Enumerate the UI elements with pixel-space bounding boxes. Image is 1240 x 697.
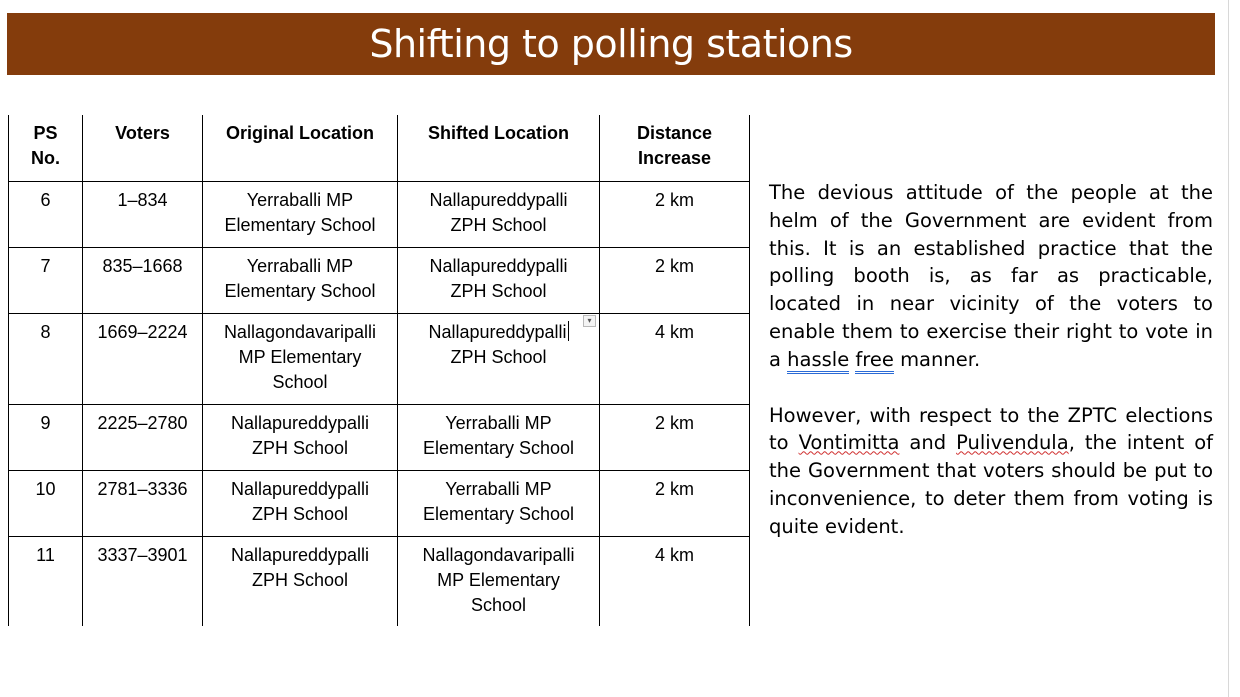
cell-original-location: Nallagondavaripalli MP Elementary School: [203, 313, 398, 404]
cell-original-location: Nallapureddypalli ZPH School: [203, 404, 398, 470]
table-row: [9, 404, 750, 470]
cell-distance: 4 km: [600, 313, 750, 404]
cell-voters: 1–834: [83, 181, 203, 247]
chevron-down-icon[interactable]: ▾: [583, 315, 596, 327]
cell-original-location: Yerraballi MP Elementary School: [203, 247, 398, 313]
header-distance-increase: Distance Increase: [600, 115, 750, 181]
cell-shifted-location: Nallapureddypalli ZPH School: [398, 247, 600, 313]
table-row: [9, 181, 750, 247]
cell-distance: 4 km: [600, 536, 750, 626]
spelling-flag-word[interactable]: Vontimitta: [798, 431, 900, 455]
cell-shifted-location: Yerraballi MP Elementary School: [398, 470, 600, 536]
cell-shifted-location: Yerraballi MP Elementary School: [398, 404, 600, 470]
table-row: [9, 247, 750, 313]
slide-title: Shifting to polling stations: [369, 22, 853, 66]
cell-distance: 2 km: [600, 470, 750, 536]
table-row: [9, 536, 750, 626]
table-row: [9, 313, 750, 404]
cell-ps-no: 8: [9, 313, 83, 404]
grammar-flag-word[interactable]: free: [855, 348, 893, 374]
cell-distance: 2 km: [600, 247, 750, 313]
spelling-flag-word[interactable]: Pulivendula: [956, 431, 1069, 455]
cell-original-location: Nallapureddypalli ZPH School: [203, 536, 398, 626]
cell-original-location: Nallapureddypalli ZPH School: [203, 470, 398, 536]
slide-edge: [1228, 0, 1229, 697]
cell-distance: 2 km: [600, 181, 750, 247]
paragraph-zptc: However, with respect to the ZPTC elections to Vontimitta and Pulivendula, the intent of the Government that voters should be put to inconvenience, to deter them from voting is quite evident.: [769, 403, 1214, 538]
cell-voters: 2225–2780: [83, 404, 203, 470]
header-ps-no: PS No.: [9, 115, 83, 181]
table-row: [9, 470, 750, 536]
header-shifted-location: Shifted Location: [398, 115, 600, 181]
grammar-flag-word[interactable]: hassle: [787, 348, 849, 374]
header-original-location: Original Location: [203, 115, 398, 181]
text-cursor: [568, 321, 569, 341]
cell-voters: 835–1668: [83, 247, 203, 313]
cell-ps-no: 7: [9, 247, 83, 313]
cell-ps-no: 11: [9, 536, 83, 626]
title-banner: [7, 13, 1215, 75]
cell-original-location: Yerraballi MP Elementary School: [203, 181, 398, 247]
cell-distance: 2 km: [600, 404, 750, 470]
cell-voters: 3337–3901: [83, 536, 203, 626]
cell-shifted-location: Nallapureddypalli ZPH School: [398, 181, 600, 247]
cell-ps-no: 6: [9, 181, 83, 247]
paragraph-practice: The devious attitude of the people at the helm of the Government are evident from this. It is an established practice that the polling booth is, as far as practicable, located in near vicinity of the voters to enable them to exercise their right to vote in a hassle free manner.: [769, 179, 1213, 374]
cell-voters: 2781–3336: [83, 470, 203, 536]
table-header-row: [9, 115, 750, 181]
cell-ps-no: 9: [9, 404, 83, 470]
commentary-text: [769, 179, 1213, 541]
header-voters: Voters: [83, 115, 203, 181]
cell-voters: 1669–2224: [83, 313, 203, 404]
cell-shifted-location[interactable]: Nallapureddypalli ZPH School: [398, 313, 600, 404]
polling-stations-table: [8, 115, 750, 626]
cell-ps-no: 10: [9, 470, 83, 536]
cell-shifted-location: Nallagondavaripalli MP Elementary School: [398, 536, 600, 626]
